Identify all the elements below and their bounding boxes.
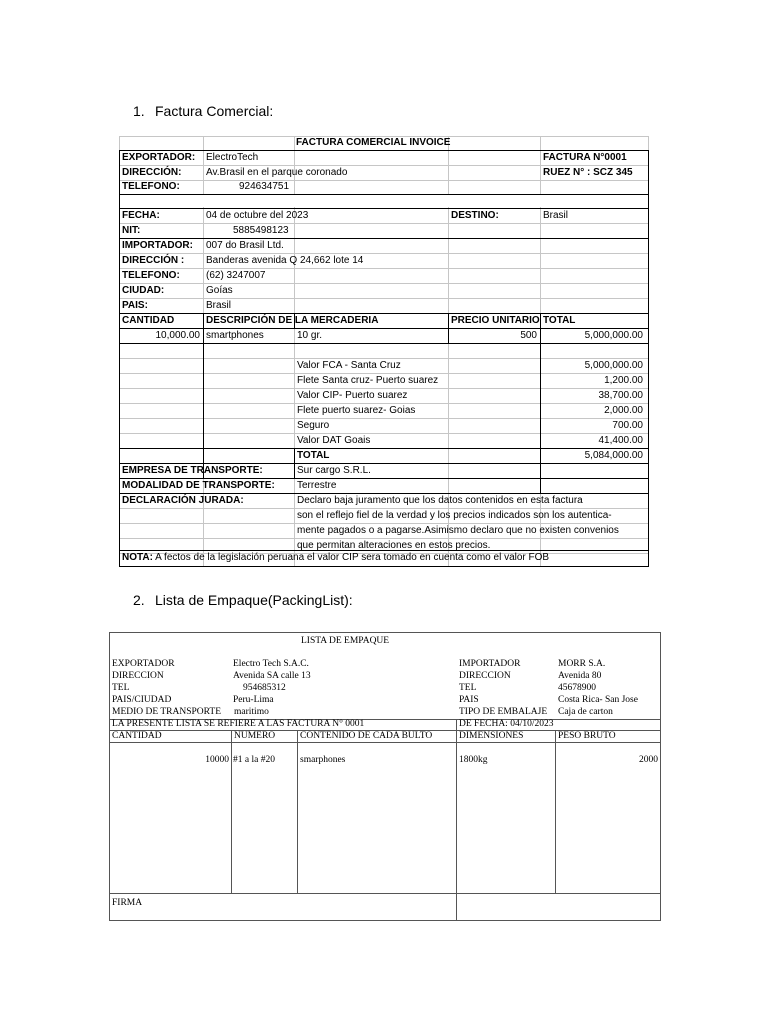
col-cantidad: CANTIDAD bbox=[122, 315, 175, 326]
ruez-number: RUEZ N° : SCZ 345 bbox=[543, 167, 633, 178]
lista-col-numero: NUMERO bbox=[234, 731, 276, 741]
lista-pais-label: PAIS bbox=[459, 695, 479, 705]
cost-value: 38,700.00 bbox=[598, 390, 643, 401]
col-precio-unitario: PRECIO UNITARIO bbox=[451, 315, 540, 326]
item-peso: 10 gr. bbox=[297, 330, 323, 341]
lista-row-dimensiones: 1800kg bbox=[459, 755, 488, 765]
nit-label: NIT: bbox=[122, 225, 141, 236]
lista-embalaje-value: Caja de carton bbox=[558, 707, 613, 717]
lista-pais-ciudad-value: Peru-Lima bbox=[233, 695, 274, 705]
telefono2-value: (62) 3247007 bbox=[206, 270, 266, 281]
cost-value: 41,400.00 bbox=[598, 435, 643, 446]
lista-pais-value: Costa Rica- San Jose bbox=[558, 695, 638, 705]
factura-comercial-table bbox=[119, 136, 649, 566]
lista-importador-label: IMPORTADOR bbox=[459, 659, 521, 669]
declaracion-line: que permitan alteraciones en estos precios. bbox=[297, 540, 491, 551]
nota bbox=[122, 552, 549, 564]
fecha-label: FECHA: bbox=[122, 210, 160, 221]
heading-number: 1. bbox=[133, 103, 145, 119]
section-heading-lista bbox=[133, 592, 353, 608]
lista-tel-label: TEL bbox=[112, 683, 130, 693]
cost-label: Flete puerto suarez- Goias bbox=[297, 405, 416, 416]
nota-label: NOTA: bbox=[122, 552, 153, 563]
item-cantidad: 10,000.00 bbox=[155, 330, 200, 341]
exportador-label: EXPORTADOR: bbox=[122, 152, 196, 163]
ciudad-value: Goías bbox=[206, 285, 233, 296]
lista-col-cantidad: CANTIDAD bbox=[112, 731, 162, 741]
declaracion-line: Declaro baja juramento que los datos contenidos en esta factura bbox=[297, 495, 583, 506]
heading-title: Lista de Empaque(PackingList): bbox=[155, 592, 353, 608]
lista-importador-value: MORR S.A. bbox=[558, 659, 606, 669]
pais-value: Brasil bbox=[206, 300, 232, 311]
nit-value: 5885498123 bbox=[233, 225, 289, 236]
declaracion-line: mente pagados o a pagarse.Asimismo declaro que no existen convenios bbox=[297, 525, 619, 536]
ciudad-label: CIUDAD: bbox=[122, 285, 165, 296]
lista-direccion2-value: Avenida 80 bbox=[558, 671, 602, 681]
cost-value: 700.00 bbox=[612, 420, 643, 431]
telefono-value: 924634751 bbox=[239, 181, 290, 192]
nota-text: A fectos de la legislación peruana el valor CIP sera tomado en cuenta como el valor FOB bbox=[155, 552, 550, 563]
lista-tel2-value: 45678900 bbox=[558, 683, 596, 693]
direccion-value: Av.Brasil en el parque coronado bbox=[206, 167, 348, 178]
modalidad-transporte-value: Terrestre bbox=[297, 480, 337, 491]
destino-value: Brasil bbox=[543, 210, 569, 221]
cost-value: 2,000.00 bbox=[604, 405, 643, 416]
lista-col-contenido: CONTENIDO DE CADA BULTO bbox=[300, 731, 433, 741]
factura-number: FACTURA N°0001 bbox=[543, 152, 627, 163]
lista-referencia: LA PRESENTE LISTA SE REFIERE A LAS FACTURA N° 0001 bbox=[112, 719, 365, 729]
cost-value: 1,200.00 bbox=[604, 375, 643, 386]
declaracion-line: son el reflejo fiel de la verdad y los precios indicados son los autentica- bbox=[297, 510, 612, 521]
lista-tel2-label: TEL bbox=[459, 683, 477, 693]
lista-exportador-value: Electro Tech S.A.C. bbox=[233, 659, 309, 669]
lista-direccion-label: DIRECCION bbox=[112, 671, 164, 681]
lista-row-cantidad: 10000 bbox=[205, 755, 229, 765]
direccion2-label: DIRECCIÓN : bbox=[122, 255, 185, 266]
empresa-transporte-label: EMPRESA DE TRANSPORTE: bbox=[122, 465, 263, 476]
lista-col-peso: PESO BRUTO bbox=[558, 731, 616, 741]
cost-label: Valor CIP- Puerto suarez bbox=[297, 390, 408, 401]
factura-title: FACTURA COMERCIAL INVOICE bbox=[296, 137, 451, 148]
heading-title: Factura Comercial: bbox=[155, 103, 274, 119]
item-total: 5,000,000.00 bbox=[584, 330, 643, 341]
telefono2-label: TELEFONO: bbox=[122, 270, 180, 281]
lista-tel-value: 954685312 bbox=[243, 683, 286, 693]
lista-fecha: DE FECHA: 04/10/2023 bbox=[459, 719, 554, 729]
lista-row-peso: 2000 bbox=[639, 755, 658, 765]
destino-label: DESTINO: bbox=[451, 210, 499, 221]
cost-value: 5,000,000.00 bbox=[584, 360, 643, 371]
lista-firma: FIRMA bbox=[112, 898, 143, 908]
declaracion-label: DECLARACIÓN JURADA: bbox=[122, 495, 244, 506]
lista-title: LISTA DE EMPAQUE bbox=[301, 636, 390, 646]
direccion2-value: Banderas avenida Q 24,662 lote 14 bbox=[206, 255, 364, 266]
importador-value: 007 do Brasil Ltd. bbox=[206, 240, 284, 251]
total-value: 5,084,000.00 bbox=[584, 450, 643, 461]
item-precio: 500 bbox=[520, 330, 537, 341]
pais-label: PAIS: bbox=[122, 300, 148, 311]
direccion-label: DIRECCIÓN: bbox=[122, 167, 182, 178]
modalidad-transporte-label: MODALIDAD DE TRANSPORTE: bbox=[122, 480, 275, 491]
item-producto: smartphones bbox=[206, 330, 264, 341]
lista-exportador-label: EXPORTADOR bbox=[112, 659, 175, 669]
telefono-label: TELEFONO: bbox=[122, 181, 180, 192]
cost-label: Seguro bbox=[297, 420, 330, 431]
exportador-value: ElectroTech bbox=[206, 152, 259, 163]
col-descripcion: DESCRIPCIÓN DE LA MERCADERIA bbox=[206, 315, 379, 326]
total-label: TOTAL bbox=[297, 450, 330, 461]
lista-medio-label: MEDIO DE TRANSPORTE bbox=[112, 707, 222, 717]
lista-row-contenido: smarphones bbox=[300, 755, 346, 765]
lista-medio-value: maritimo bbox=[234, 707, 269, 717]
lista-empaque-table bbox=[109, 632, 661, 921]
lista-direccion2-label: DIRECCION bbox=[459, 671, 511, 681]
importador-label: IMPORTADOR: bbox=[122, 240, 193, 251]
lista-direccion-value: Avenida SA calle 13 bbox=[233, 671, 311, 681]
col-total: TOTAL bbox=[543, 315, 576, 326]
lista-col-dimensiones: DIMENSIONES bbox=[459, 731, 524, 741]
heading-number: 2. bbox=[133, 592, 145, 608]
cost-label: Flete Santa cruz- Puerto suarez bbox=[297, 375, 439, 386]
cost-label: Valor DAT Goais bbox=[297, 435, 371, 446]
lista-row-numero: #1 a la #20 bbox=[233, 755, 275, 765]
cost-label: Valor FCA - Santa Cruz bbox=[297, 360, 401, 371]
empresa-transporte-value: Sur cargo S.R.L. bbox=[297, 465, 371, 476]
fecha-value: 04 de octubre del 2023 bbox=[206, 210, 309, 221]
lista-pais-ciudad-label: PAIS/CIUDAD bbox=[112, 695, 172, 705]
section-heading-factura bbox=[133, 103, 273, 119]
lista-embalaje-label: TIPO DE EMBALAJE bbox=[459, 707, 548, 717]
